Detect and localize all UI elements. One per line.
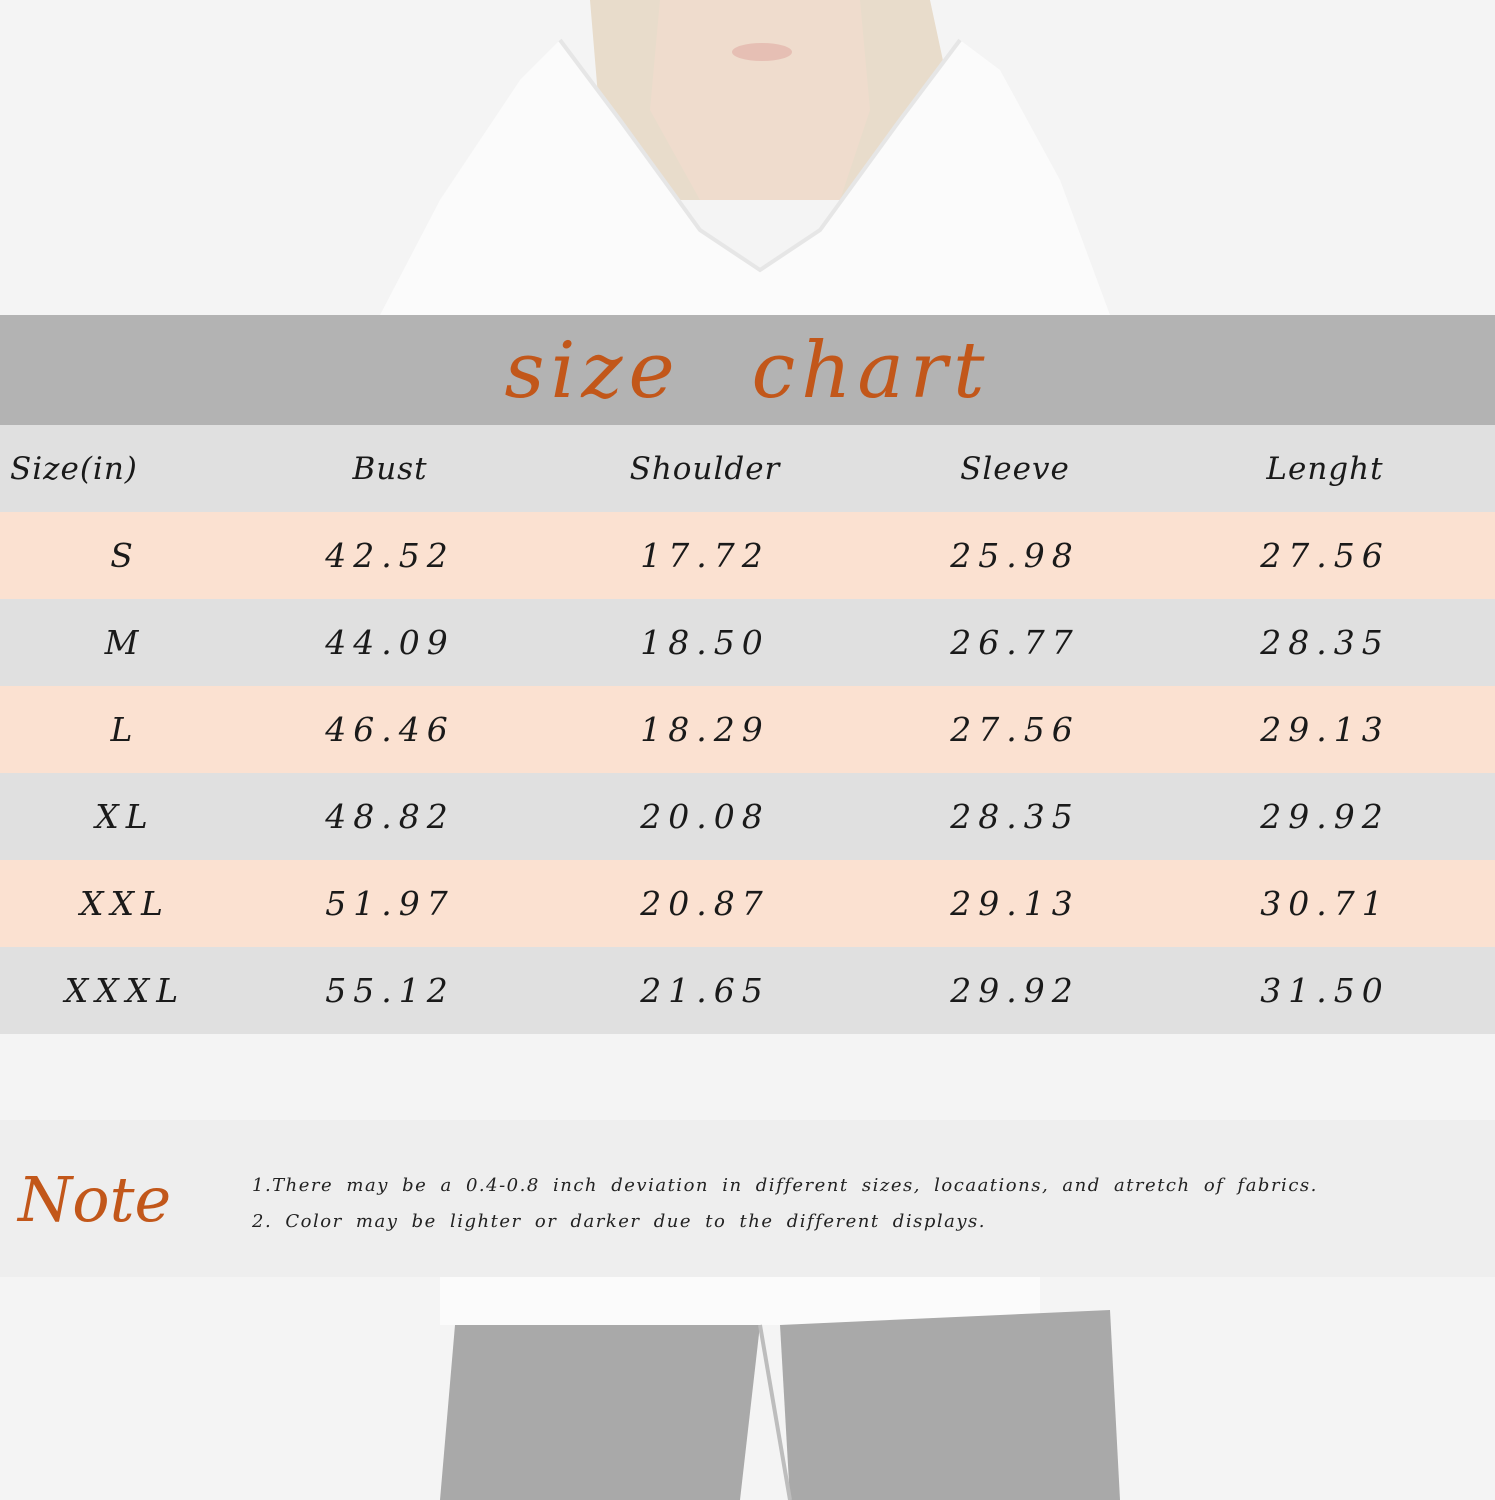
note-label: Note (18, 1163, 172, 1236)
table-row (0, 947, 1495, 1034)
length-cell: 27.56 (1260, 536, 1390, 575)
table-row (0, 773, 1495, 860)
bust-cell: 51.97 (325, 884, 455, 923)
length-cell: 28.35 (1260, 623, 1390, 662)
header-length: Lenght (1266, 450, 1384, 487)
bust-cell: 44.09 (325, 623, 455, 662)
table-row (0, 599, 1495, 686)
sleeve-cell: 28.35 (950, 797, 1080, 836)
shoulder-cell: 18.29 (640, 710, 770, 749)
bust-cell: 48.82 (325, 797, 455, 836)
header-sleeve: Sleeve (960, 450, 1070, 487)
header-shoulder: Shoulder (629, 450, 781, 487)
table-row (0, 686, 1495, 773)
length-cell: 31.50 (1260, 971, 1390, 1010)
sleeve-cell: 25.98 (950, 536, 1080, 575)
size-table (0, 425, 1495, 1034)
bust-cell: 55.12 (325, 971, 455, 1010)
size-cell: L (110, 710, 140, 749)
header-size: Size(in) (10, 450, 138, 487)
sleeve-cell: 29.92 (950, 971, 1080, 1010)
note-line-1: 1.There may be a 0.4-0.8 inch deviation in different sizes, locaations, and atretch of fabrics. (252, 1175, 1318, 1196)
shoulder-cell: 21.65 (640, 971, 770, 1010)
shoulder-cell: 20.87 (640, 884, 770, 923)
sleeve-cell: 27.56 (950, 710, 1080, 749)
sleeve-cell: 29.13 (950, 884, 1080, 923)
note-line-2: 2. Color may be lighter or darker due to the different displays. (252, 1211, 986, 1232)
size-cell: XL (95, 797, 155, 836)
length-cell: 29.92 (1260, 797, 1390, 836)
page-title: size chart (504, 326, 991, 416)
shoulder-cell: 17.72 (640, 536, 770, 575)
length-cell: 29.13 (1260, 710, 1390, 749)
sleeve-cell: 26.77 (950, 623, 1080, 662)
size-cell: XXL (80, 884, 170, 923)
size-cell: XXXL (64, 971, 186, 1010)
shoulder-cell: 20.08 (640, 797, 770, 836)
bust-cell: 46.46 (325, 710, 455, 749)
table-header-row (0, 425, 1495, 512)
table-row (0, 512, 1495, 599)
note-lines (252, 1168, 1472, 1240)
size-cell: M (104, 623, 146, 662)
shoulder-cell: 18.50 (640, 623, 770, 662)
bust-cell: 42.52 (325, 536, 455, 575)
length-cell: 30.71 (1260, 884, 1390, 923)
table-row (0, 860, 1495, 947)
header-bust: Bust (352, 450, 428, 487)
size-cell: S (110, 536, 140, 575)
